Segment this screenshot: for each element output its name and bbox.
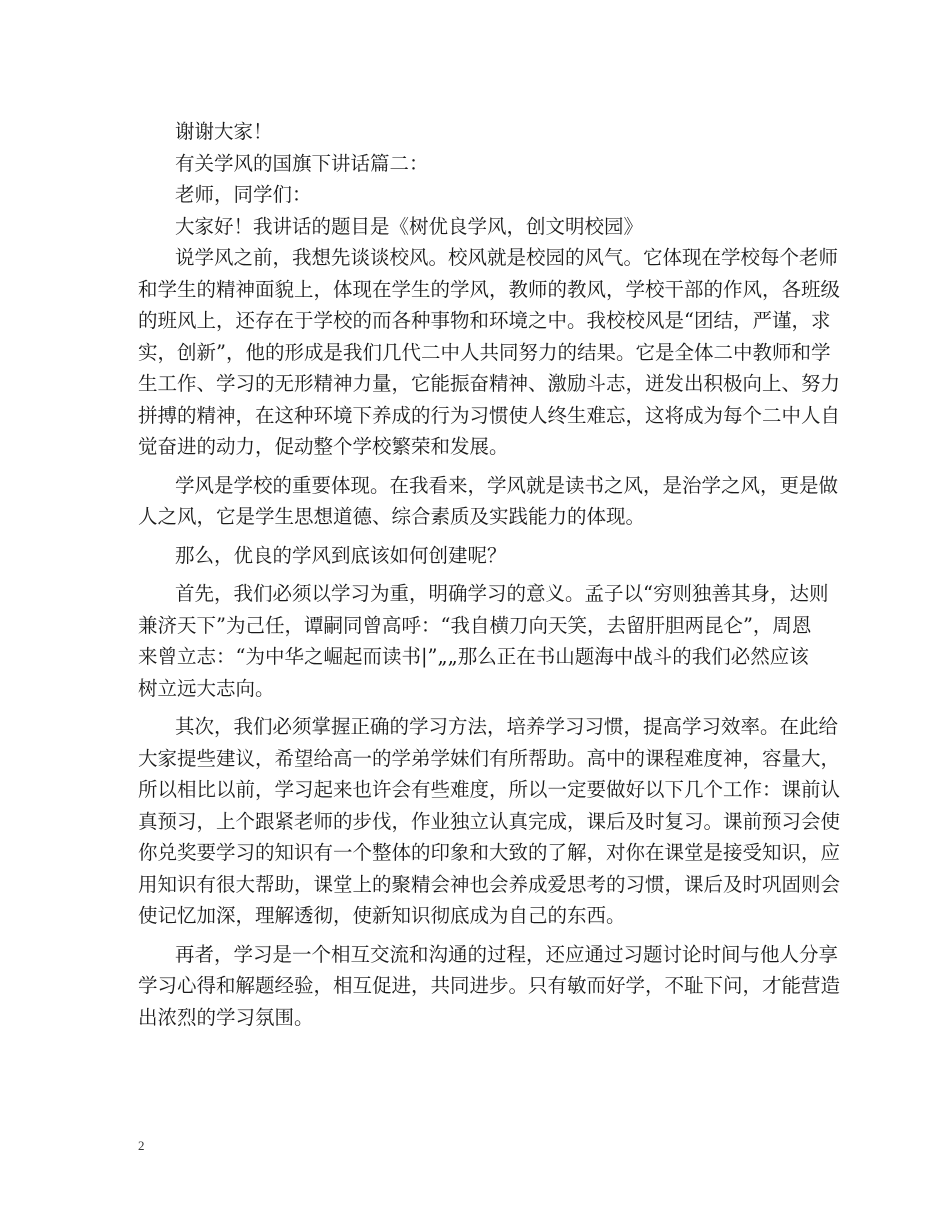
paragraph-line: 和学生的精神面貌上，体现在学生的学风，教师的教风，学校干部的作风，各班级	[138, 277, 841, 301]
paragraph-line: 学风是学校的重要体现。在我看来，学风就是读书之风，是治学之风，更是做	[175, 473, 839, 497]
paragraph	[138, 116, 818, 148]
paragraph	[138, 711, 841, 932]
paragraph-line: 那么，优良的学风到底该如何创建呢？	[175, 543, 507, 567]
paragraph	[138, 578, 829, 704]
paragraph-line: 所以相比以前，学习起来也许会有些难度，所以一定要做好以下几个工作：课前认	[138, 778, 841, 801]
paragraph	[138, 540, 818, 572]
paragraph	[138, 939, 841, 1034]
paragraph	[138, 148, 818, 180]
paragraph-line: 来曾立志：“为中华之崛起而读书|”„„那么正在书山题海中战斗的我们必然应该	[138, 645, 809, 668]
paragraph-line: 生工作、学习的无形精神力量，它能振奋精神、激励斗志，迸发出积极向上、努力	[138, 372, 841, 395]
paragraph	[138, 179, 818, 211]
paragraph-line: 其次，我们必须掌握正确的学习方法，培养学习习惯，提高学习效率。在此给	[175, 715, 839, 738]
paragraph-line: 大家提些建议，希望给高一的学弟学妹们有所帮助。高中的课程难度神，容量大，	[138, 746, 841, 770]
paragraph-line: 使记忆加深，理解透彻，使新知识彻底成为自己的东西。	[138, 904, 626, 927]
salutation: 老师，同学们：	[175, 183, 312, 206]
page-number: 2	[138, 1138, 145, 1153]
paragraph	[138, 242, 841, 463]
paragraph-line: 的班风上，还存在于学校的而各种事物和环境之中。我校校风是“团结，严谨，求	[138, 309, 831, 332]
paragraph-line: 再者，学习是一个相互交流和沟通的过程，还应通过习题讨论时间与他人分享	[175, 942, 839, 966]
paragraph-line: 真预习，上个跟紧老师的步伐，作业独立认真完成，课后及时复习。课前预习会使	[138, 809, 841, 833]
paragraph-line: 大家好！我讲话的题目是《树优良学风，创文明校园》	[175, 214, 644, 238]
paragraph-line: 人之风，它是学生思想道德、综合素质及实践能力的体现。	[138, 505, 646, 528]
paragraph-line: 说学风之前，我想先谈谈校风。校风就是校园的风气。它体现在学校每个老师	[175, 246, 839, 269]
paragraph	[138, 211, 818, 243]
paragraph-line: 拼搏的精神，在这种环境下养成的行为习惯使人终生难忘，这将成为每个二中人自	[138, 403, 841, 427]
paragraph-line: 兼济天下”为己任，谭嗣同曾高呼：“我自横刀向天笑，去留肝胆两昆仑”，周恩	[138, 613, 812, 637]
paragraph-line: 出浓烈的学习氛围。	[138, 1005, 314, 1029]
paragraph-line: 你兑奖要学习的知识有一个整体的印象和大致的了解，对你在课堂是接受知识，应	[138, 841, 841, 864]
paragraph-line: 用知识有很大帮助，课堂上的聚精会神也会养成爱思考的习惯，课后及时巩固则会	[138, 872, 841, 896]
paragraph-line: 首先，我们必须以学习为重，明确学习的意义。孟子以“穷则独善其身，达则	[175, 582, 829, 605]
paragraph-line: 学习心得和解题经验，相互促进，共同进步。只有敏而好学，不耻下问，才能营造	[138, 974, 841, 997]
document-body	[138, 116, 841, 1033]
paragraph-line: 谢谢大家！	[175, 120, 273, 143]
paragraph	[138, 470, 839, 533]
section-heading: 有关学风的国旗下讲话篇二：	[175, 151, 429, 175]
paragraph-line: 树立远大志向。	[138, 676, 275, 700]
paragraph-line: 实，创新”，他的形成是我们几代二中人共同努力的结果。它是全体二中教师和学	[138, 340, 831, 364]
paragraph-line: 觉奋进的动力，促动整个学校繁荣和发展。	[138, 435, 509, 458]
